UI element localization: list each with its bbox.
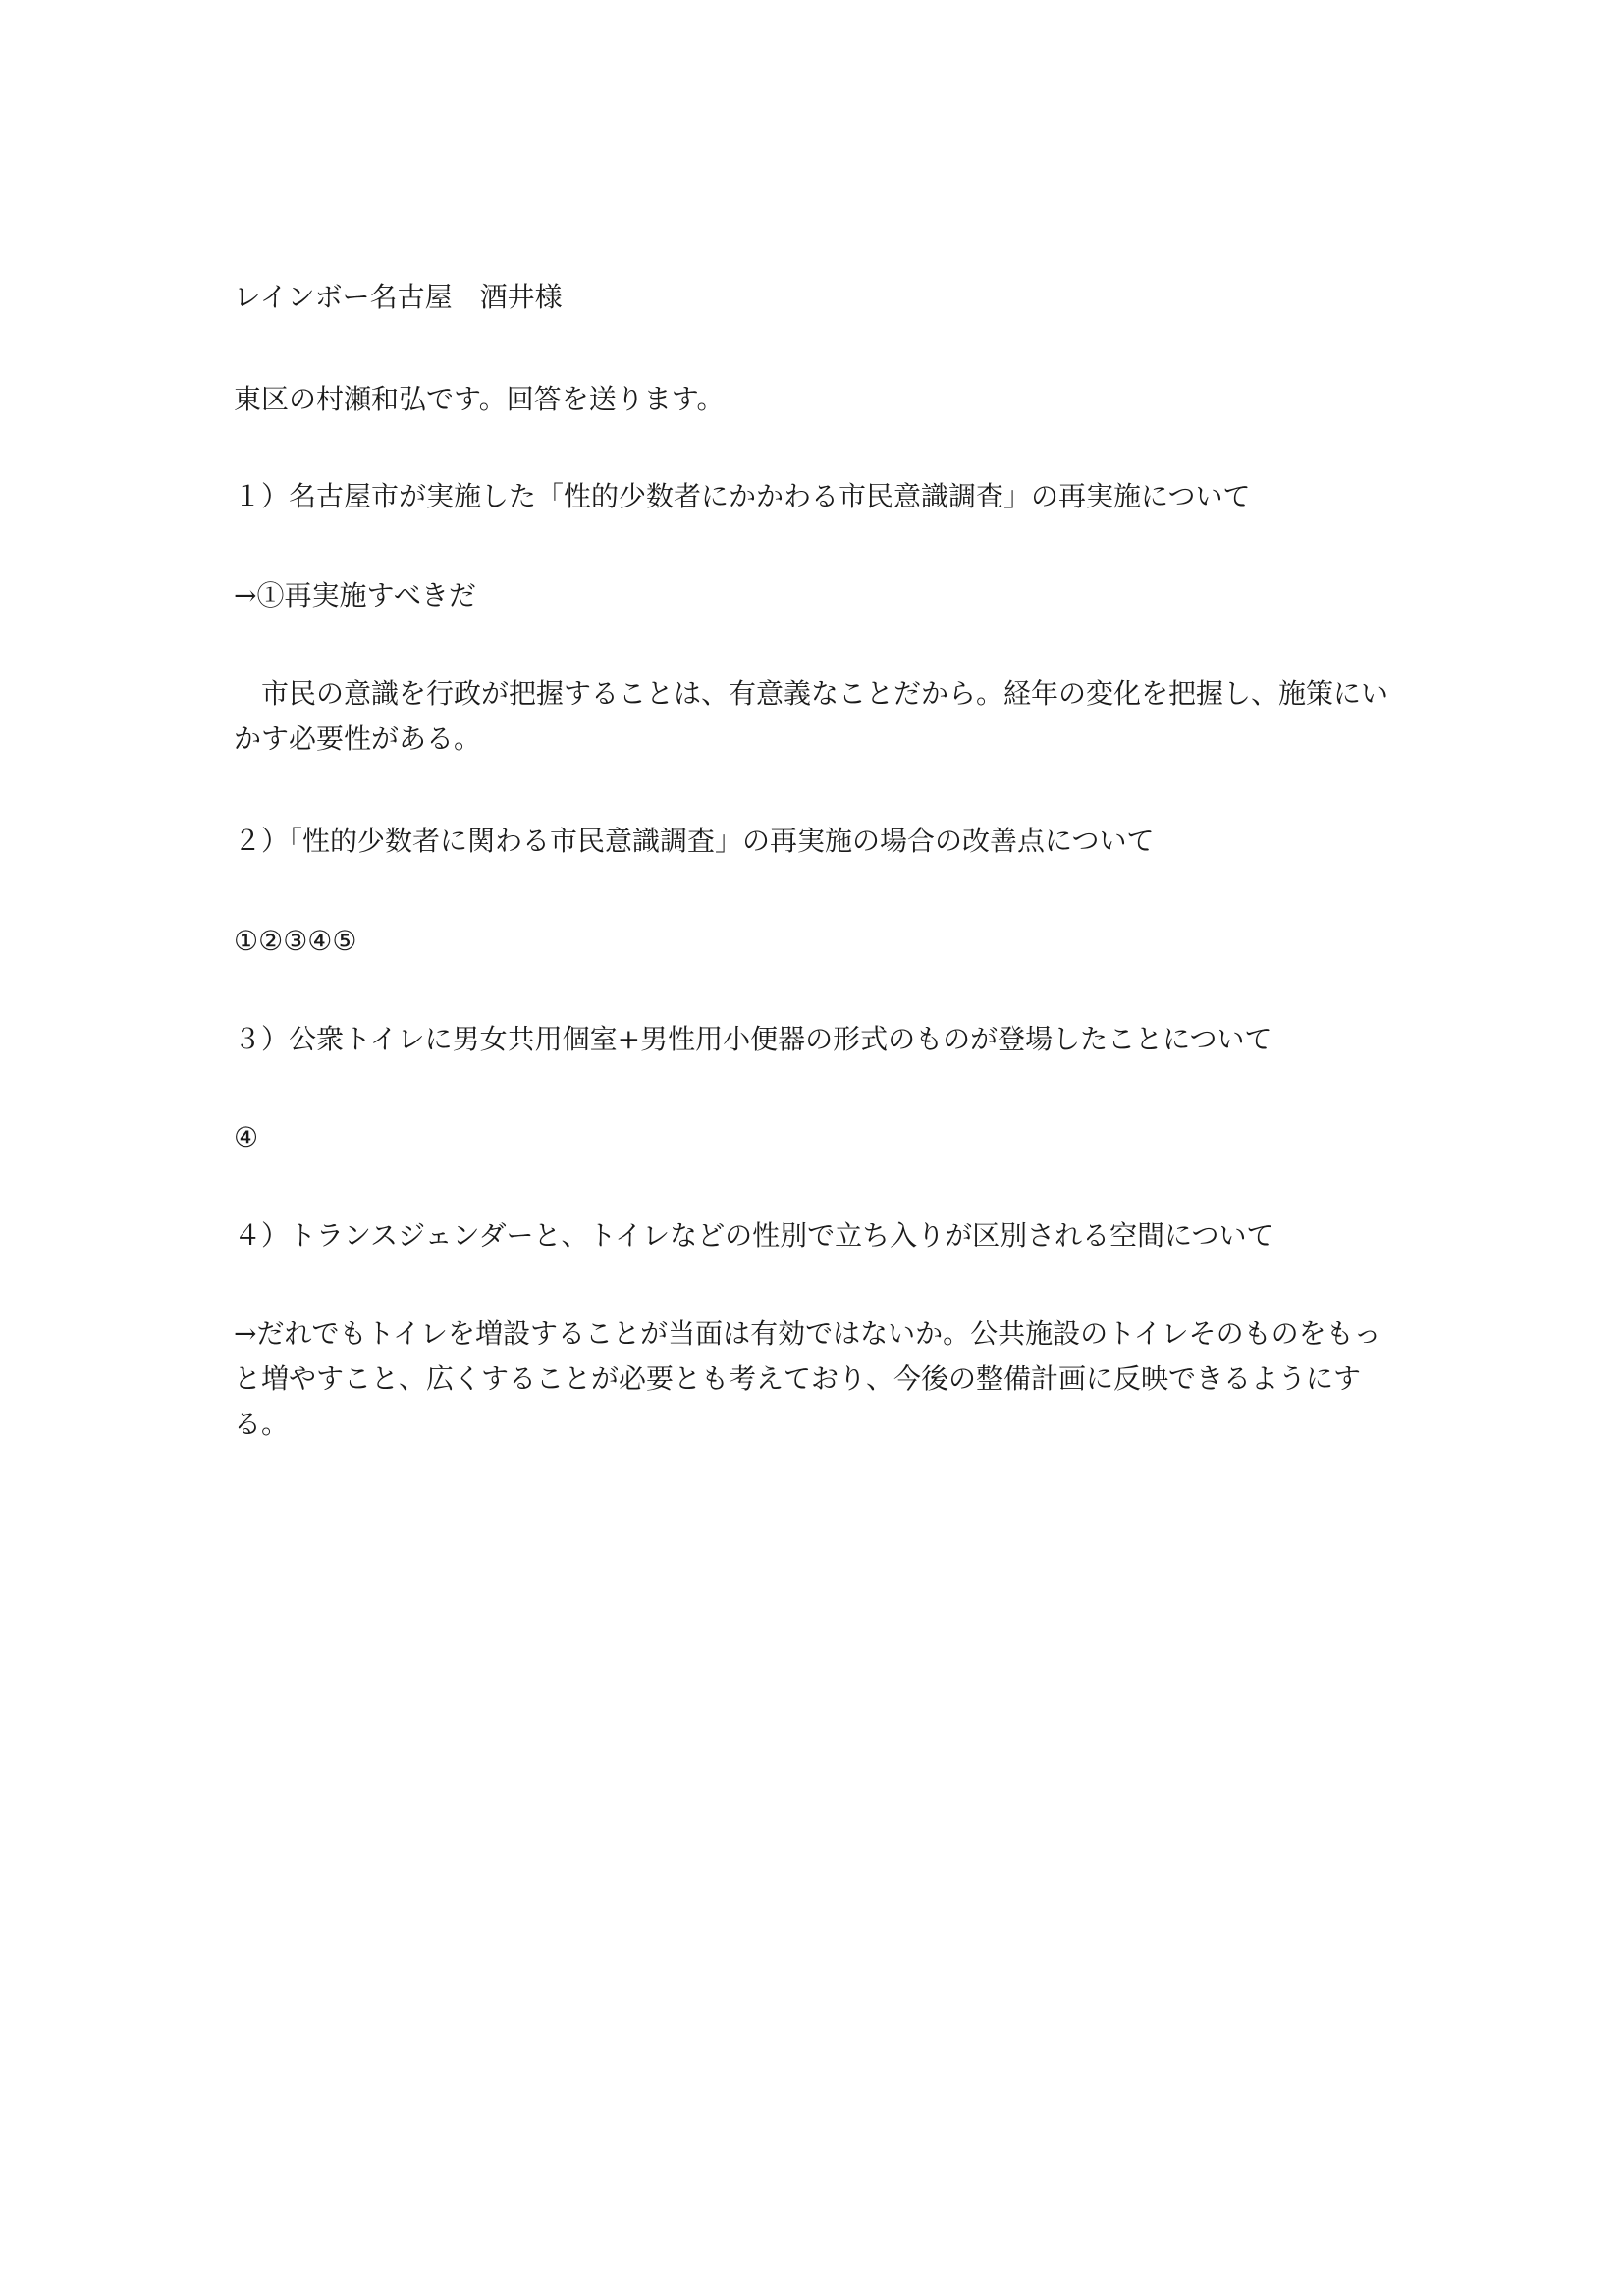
- answer-2: ①②③④⑤: [234, 925, 357, 957]
- question-2: ２）「性的少数者に関わる市民意識調査」の再実施の場合の改善点について: [234, 825, 1155, 857]
- question-3: ３）公衆トイレに男女共用個室+男性用小便器の形式のものが登場したことについて: [234, 1023, 1272, 1055]
- answer-3: ④: [234, 1121, 259, 1153]
- answer-1-reason: 市民の意識を行政が把握することは、有意義なことだから。経年の変化を把握し、施策にいかす必要性がある。: [234, 677, 1389, 755]
- intro-text: 東区の村瀬和弘です。回答を送ります。: [234, 383, 725, 415]
- question-4: ４）トランスジェンダーと、トイレなどの性別で立ち入りが区別される空間について: [234, 1219, 1274, 1252]
- answer-4: →だれでもトイレを増設することが当面は有効ではないか。公共施設のトイレそのものをもっと増やすこと、広くすることが必要とも考えており、今後の整備計画に反映できるようにする。: [234, 1317, 1381, 1440]
- question-1: １）名古屋市が実施した「性的少数者にかかわる市民意識調査」の再実施について: [234, 480, 1251, 512]
- answer-1: →①再実施すべきだ: [234, 579, 476, 612]
- salutation: レインボー名古屋 酒井様: [234, 281, 563, 313]
